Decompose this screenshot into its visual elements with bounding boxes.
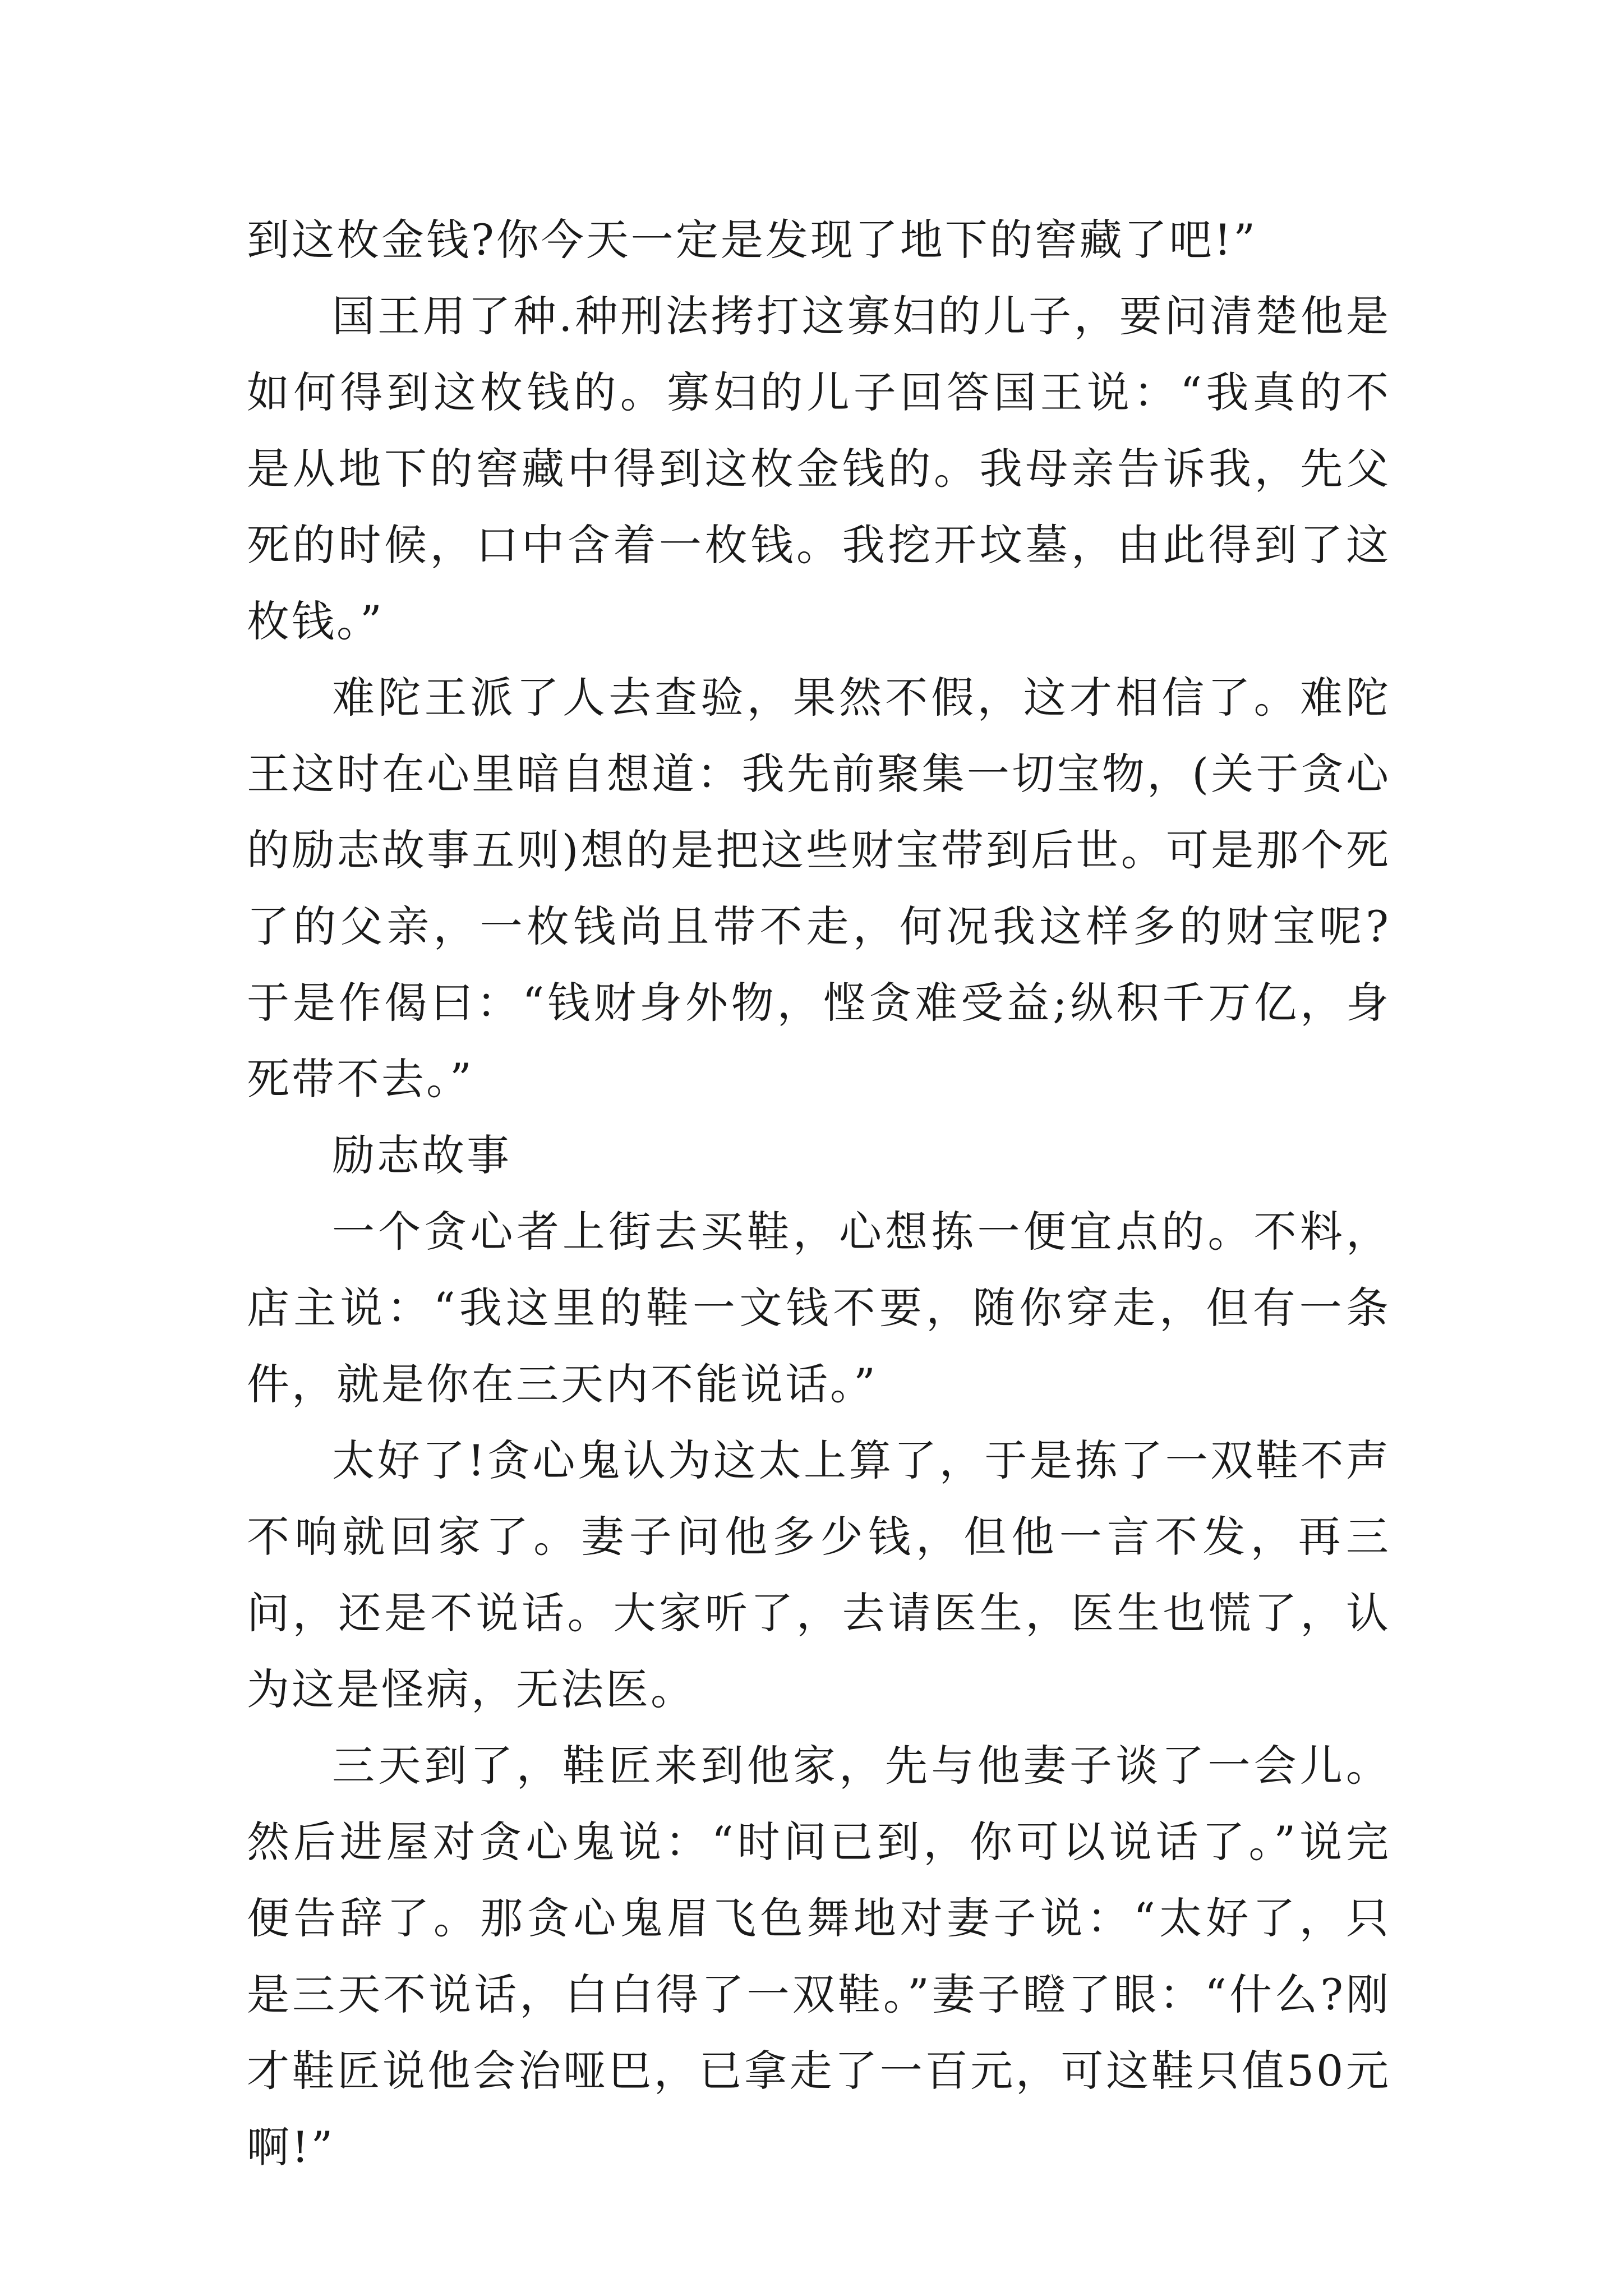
section-heading: 励志故事 bbox=[332, 1130, 511, 1180]
paragraph-2: 国王用了种.种刑法拷打这寡妇的儿子，要问清楚他是如何得到这枚钱的。寡妇的儿子回答国王说：“我真的不是从地下的窖藏中得到这枚金钱的。我母亲告诉我，先父死的时候，口中含着一枚钱。我挖开坟墓，由此得到了这枚钱。” bbox=[247, 291, 1391, 646]
paragraph-7: 三天到了，鞋匠来到他家，先与他妻子谈了一会儿。然后进屋对贪心鬼说：“时间已到，你可以说话了。”说完便告辞了。那贪心鬼眉飞色舞地对妻子说：“太好了，只是三天不说话，白白得了一双鞋。”妻子瞪了眼：“什么?刚才鞋匠说他会治哑巴，已拿走了一百元，可这鞋只值50元啊!” bbox=[247, 1741, 1391, 2172]
paragraph-6: 太好了!贪心鬼认为这太上算了，于是拣了一双鞋不声不响就回家了。妻子问他多少钱，但他一言不发，再三问，还是不说话。大家听了，去请医生，医生也慌了，认为这是怪病，无法医。 bbox=[247, 1435, 1391, 1714]
paragraph-1: 到这枚金钱?你今天一定是发现了地下的窖藏了吧!” bbox=[247, 215, 1258, 265]
document-body bbox=[247, 202, 1391, 2185]
paragraph-3: 难陀王派了人去查验，果然不假，这才相信了。难陀王这时在心里暗自想道：我先前聚集一切宝物，(关于贪心的励志故事五则)想的是把这些财宝带到后世。可是那个死了的父亲，一枚钱尚且带不走，何况我这样多的财宝呢?于是作偈曰：“钱财身外物，悭贪难受益;纵积千万亿，身死带不去。” bbox=[247, 673, 1391, 1104]
paragraph-5: 一个贪心者上街去买鞋，心想拣一便宜点的。不料，店主说：“我这里的鞋一文钱不要，随你穿走，但有一条件，就是你在三天内不能说话。” bbox=[247, 1207, 1391, 1409]
